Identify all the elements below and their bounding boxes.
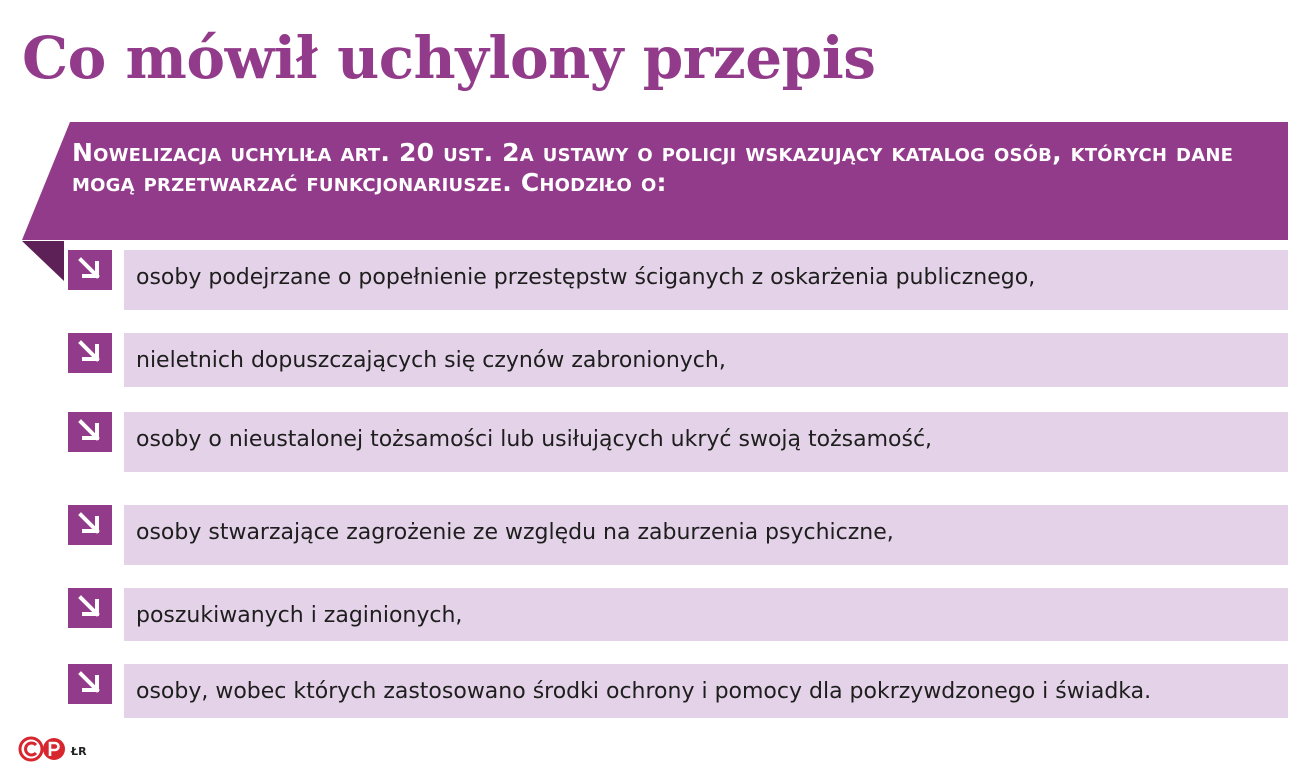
list-item xyxy=(68,505,1288,565)
list-item-text: nieletnich dopuszczających się czynów zabronionych, xyxy=(136,348,726,373)
list-item-box xyxy=(124,250,1288,310)
list-item-box xyxy=(124,588,1288,641)
banner-fold xyxy=(22,241,64,281)
list-item-text: poszukiwanych i zaginionych, xyxy=(136,603,463,628)
list-item-text: osoby stwarzające zagrożenie ze względu na zaburzenia psychiczne, xyxy=(136,520,894,545)
arrow-down-right-icon xyxy=(68,333,112,373)
page-title: Co mówił uchylony przepis xyxy=(22,24,876,92)
list-item xyxy=(68,333,1288,387)
list-item-box xyxy=(124,412,1288,472)
list-item xyxy=(68,588,1288,641)
list-item xyxy=(68,250,1288,310)
arrow-down-right-icon xyxy=(68,588,112,628)
arrow-down-right-icon xyxy=(68,412,112,452)
intro-text: Nowelizacja uchyliła art. 20 ust. 2a ustawy o policji wskazujący katalog osób, których dane mogą przetwarzać funkcjonariusze. Chodziło o: xyxy=(72,138,1234,197)
intro-banner xyxy=(22,122,1288,242)
list-item xyxy=(68,664,1288,718)
list-item-text: osoby podejrzane o popełnienie przestępstw ściganych z oskarżenia publicznego, xyxy=(136,265,1036,290)
author-initials: ŁR xyxy=(71,745,87,758)
arrow-down-right-icon xyxy=(68,250,112,290)
arrow-down-right-icon xyxy=(68,664,112,704)
list-item xyxy=(68,412,1288,472)
list-item-text: osoby, wobec których zastosowano środki ochrony i pomocy dla pokrzywdzonego i świadka. xyxy=(136,679,1152,704)
list-item-box xyxy=(124,505,1288,565)
list-item-box xyxy=(124,664,1288,718)
arrow-down-right-icon xyxy=(68,505,112,545)
list-item-text: osoby o nieustalonej tożsamości lub usiłujących ukryć swoją tożsamość, xyxy=(136,427,933,452)
list-item-box xyxy=(124,333,1288,387)
cp-logo-icon xyxy=(18,736,68,762)
